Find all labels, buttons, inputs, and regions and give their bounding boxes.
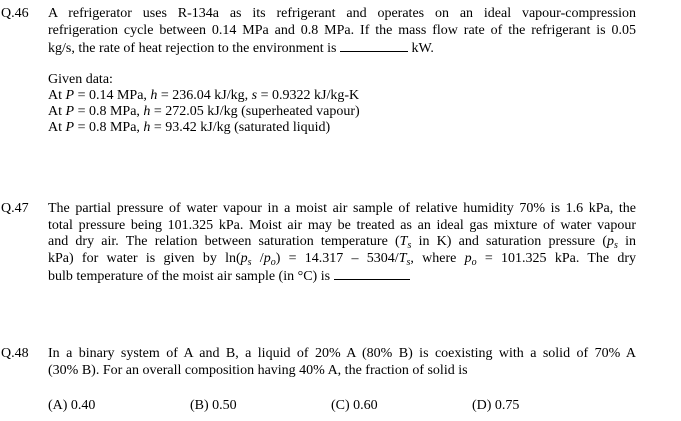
question-text <box>48 201 636 286</box>
given-row: At P = 0.8 MPa, h = 272.05 kJ/kg (superheated vapour) <box>48 104 360 119</box>
question-line: In a binary system of A and B, a liquid of 20% A (80% B) is coexisting with a solid of 70% A <box>48 346 636 361</box>
question-line: A refrigerator uses R-134a as its refrigerant and operates on an ideal vapour-compression <box>48 6 636 21</box>
given-title: Given data: <box>48 72 113 87</box>
option-b[interactable]: (B) 0.50 <box>190 398 237 413</box>
given-data <box>48 72 360 136</box>
given-row: At P = 0.8 MPa, h = 93.42 kJ/kg (saturated liquid) <box>48 120 331 135</box>
question-line: bulb temperature of the moist air sample (in °C) is <box>48 267 636 286</box>
question-text <box>48 6 636 58</box>
given-row: At P = 0.14 MPa, h = 236.04 kJ/kg, s = 0.9322 kJ/kg-K <box>48 88 360 103</box>
question-line: (30% B). For an overall composition having 40% A, the fraction of solid is <box>48 362 468 378</box>
question-line: The partial pressure of water vapour in a moist air sample of relative humidity 70% is 1.6 kPa, the <box>48 201 636 216</box>
question-number: Q.47 <box>1 201 29 216</box>
option-a[interactable]: (A) 0.40 <box>48 398 96 413</box>
question-text <box>48 346 636 379</box>
answer-blank <box>340 39 408 52</box>
question-number: Q.48 <box>1 346 29 361</box>
answer-blank <box>334 267 410 280</box>
question-number: Q.46 <box>1 6 29 21</box>
option-d[interactable]: (D) 0.75 <box>472 398 520 413</box>
question-line: kg/s, the rate of heat rejection to the environment is kW. <box>48 41 434 56</box>
option-c[interactable]: (C) 0.60 <box>331 398 378 413</box>
question-line: refrigeration cycle between 0.14 MPa and 0.8 MPa. If the mass flow rate of the refrigerant is 0.05 <box>48 22 636 38</box>
question-line: total pressure being 101.325 kPa. Moist air may be treated as an ideal gas mixture of water vapour <box>48 217 636 233</box>
question-line: and dry air. The relation between saturation temperature ($T_s$ in K) and saturation pressure ($p_s$ in <box>48 234 637 251</box>
question-line: kPa) for water is given by $\ln(p_s$ $/p_o) = 14.317 - 5304/T_s$, where $p_o = 101.325$ kPa. The dry <box>48 250 637 268</box>
